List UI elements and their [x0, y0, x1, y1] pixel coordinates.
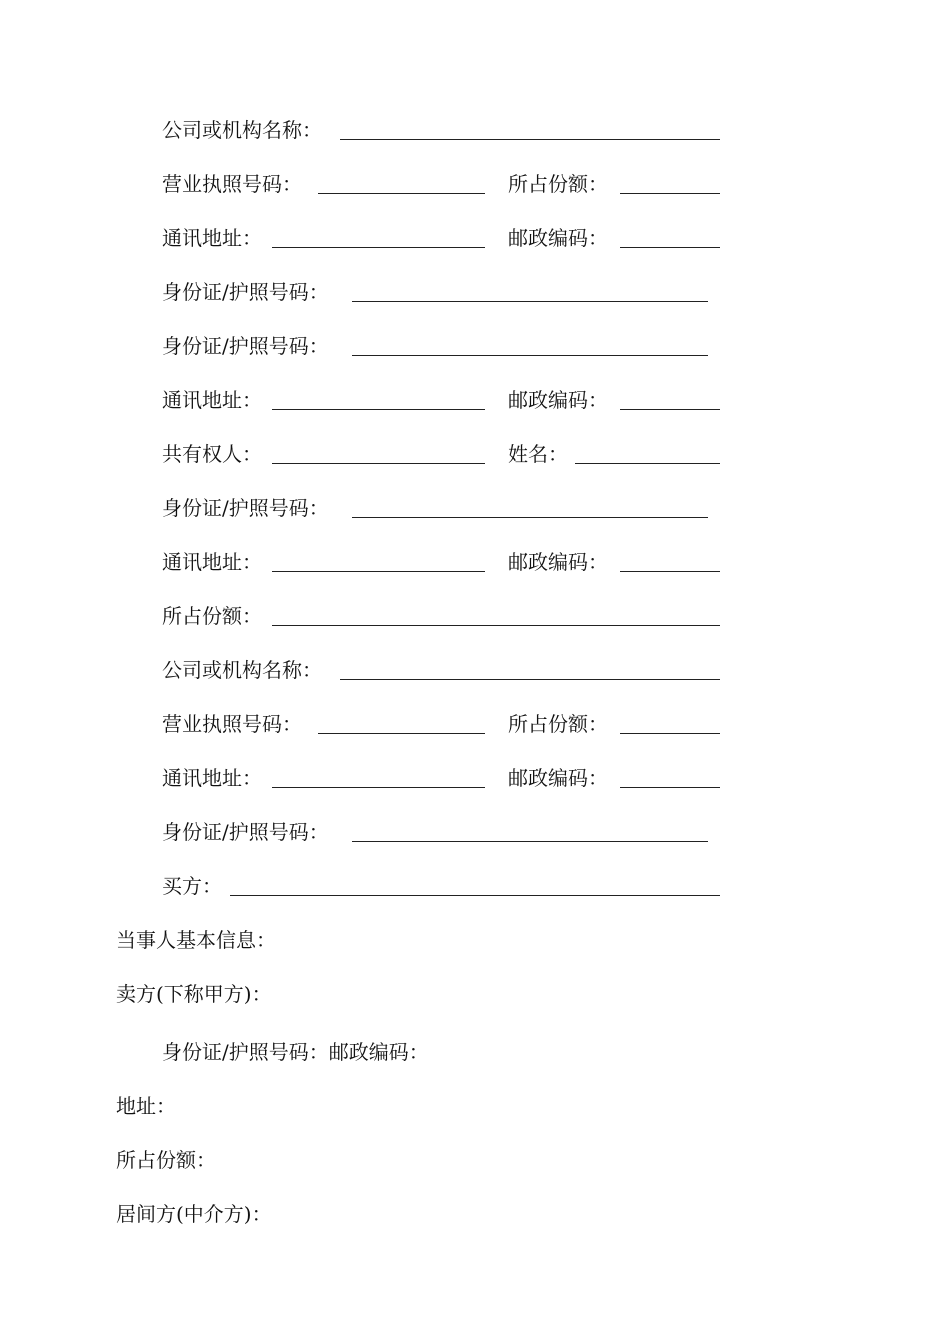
id-passport-blank[interactable] [352, 841, 708, 842]
id-passport-label: 身份证/护照号码： [162, 496, 329, 520]
id-passport-blank[interactable] [352, 301, 708, 302]
address-plain-row [0, 1090, 950, 1122]
share-blank[interactable] [620, 733, 720, 734]
business-license-label: 营业执照号码： [162, 172, 302, 196]
business-license-blank[interactable] [318, 193, 485, 194]
buyer-label: 买方： [162, 874, 222, 898]
intermediary-row [0, 1198, 950, 1230]
address-blank[interactable] [272, 571, 485, 572]
id-postcode-label: 身份证/护照号码：邮政编码： [162, 1040, 429, 1064]
address-row [0, 762, 950, 794]
address-label: 通讯地址： [162, 766, 262, 790]
id-passport-row [0, 816, 950, 848]
address-label: 通讯地址： [162, 550, 262, 574]
company-name-row [0, 654, 950, 686]
id-passport-label: 身份证/护照号码： [162, 820, 329, 844]
address-row [0, 384, 950, 416]
id-passport-label: 身份证/护照号码： [162, 280, 329, 304]
share-plain-row [0, 1144, 950, 1176]
postcode-label: 邮政编码： [508, 550, 608, 574]
business-license-row [0, 168, 950, 200]
address-row [0, 546, 950, 578]
co-owner-row [0, 438, 950, 470]
company-name-blank[interactable] [340, 679, 720, 680]
share-label: 所占份额： [508, 172, 608, 196]
postcode-label: 邮政编码： [508, 766, 608, 790]
id-passport-row [0, 492, 950, 524]
address-blank[interactable] [272, 787, 485, 788]
intermediary-label: 居间方(中介方)： [116, 1202, 272, 1226]
share-blank[interactable] [620, 193, 720, 194]
share-blank[interactable] [272, 625, 720, 626]
company-name-label: 公司或机构名称： [162, 658, 322, 682]
id-passport-label: 身份证/护照号码： [162, 334, 329, 358]
id-passport-row [0, 330, 950, 362]
name-blank[interactable] [575, 463, 720, 464]
co-owner-label: 共有权人： [162, 442, 262, 466]
postcode-label: 邮政编码： [508, 226, 608, 250]
buyer-blank[interactable] [230, 895, 720, 896]
address-blank[interactable] [272, 409, 485, 410]
address-label: 通讯地址： [162, 226, 262, 250]
company-name-row [0, 114, 950, 146]
address-plain-label: 地址： [116, 1094, 176, 1118]
party-info-heading: 当事人基本信息： [116, 928, 276, 952]
party-info-heading-row [0, 924, 950, 956]
share-label: 所占份额： [162, 604, 262, 628]
seller-row [0, 978, 950, 1010]
business-license-blank[interactable] [318, 733, 485, 734]
seller-label: 卖方(下称甲方)： [116, 982, 272, 1006]
business-license-row [0, 708, 950, 740]
share-label: 所占份额： [508, 712, 608, 736]
name-label: 姓名： [508, 442, 568, 466]
address-blank[interactable] [272, 247, 485, 248]
buyer-row [0, 870, 950, 902]
address-row [0, 222, 950, 254]
share-row [0, 600, 950, 632]
business-license-label: 营业执照号码： [162, 712, 302, 736]
postcode-label: 邮政编码： [508, 388, 608, 412]
id-passport-blank[interactable] [352, 517, 708, 518]
postcode-blank[interactable] [620, 409, 720, 410]
company-name-blank[interactable] [340, 139, 720, 140]
postcode-blank[interactable] [620, 571, 720, 572]
id-postcode-row [0, 1036, 950, 1068]
postcode-blank[interactable] [620, 787, 720, 788]
id-passport-blank[interactable] [352, 355, 708, 356]
share-plain-label: 所占份额： [116, 1148, 216, 1172]
company-name-label: 公司或机构名称： [162, 118, 322, 142]
co-owner-blank[interactable] [272, 463, 485, 464]
id-passport-row [0, 276, 950, 308]
postcode-blank[interactable] [620, 247, 720, 248]
address-label: 通讯地址： [162, 388, 262, 412]
